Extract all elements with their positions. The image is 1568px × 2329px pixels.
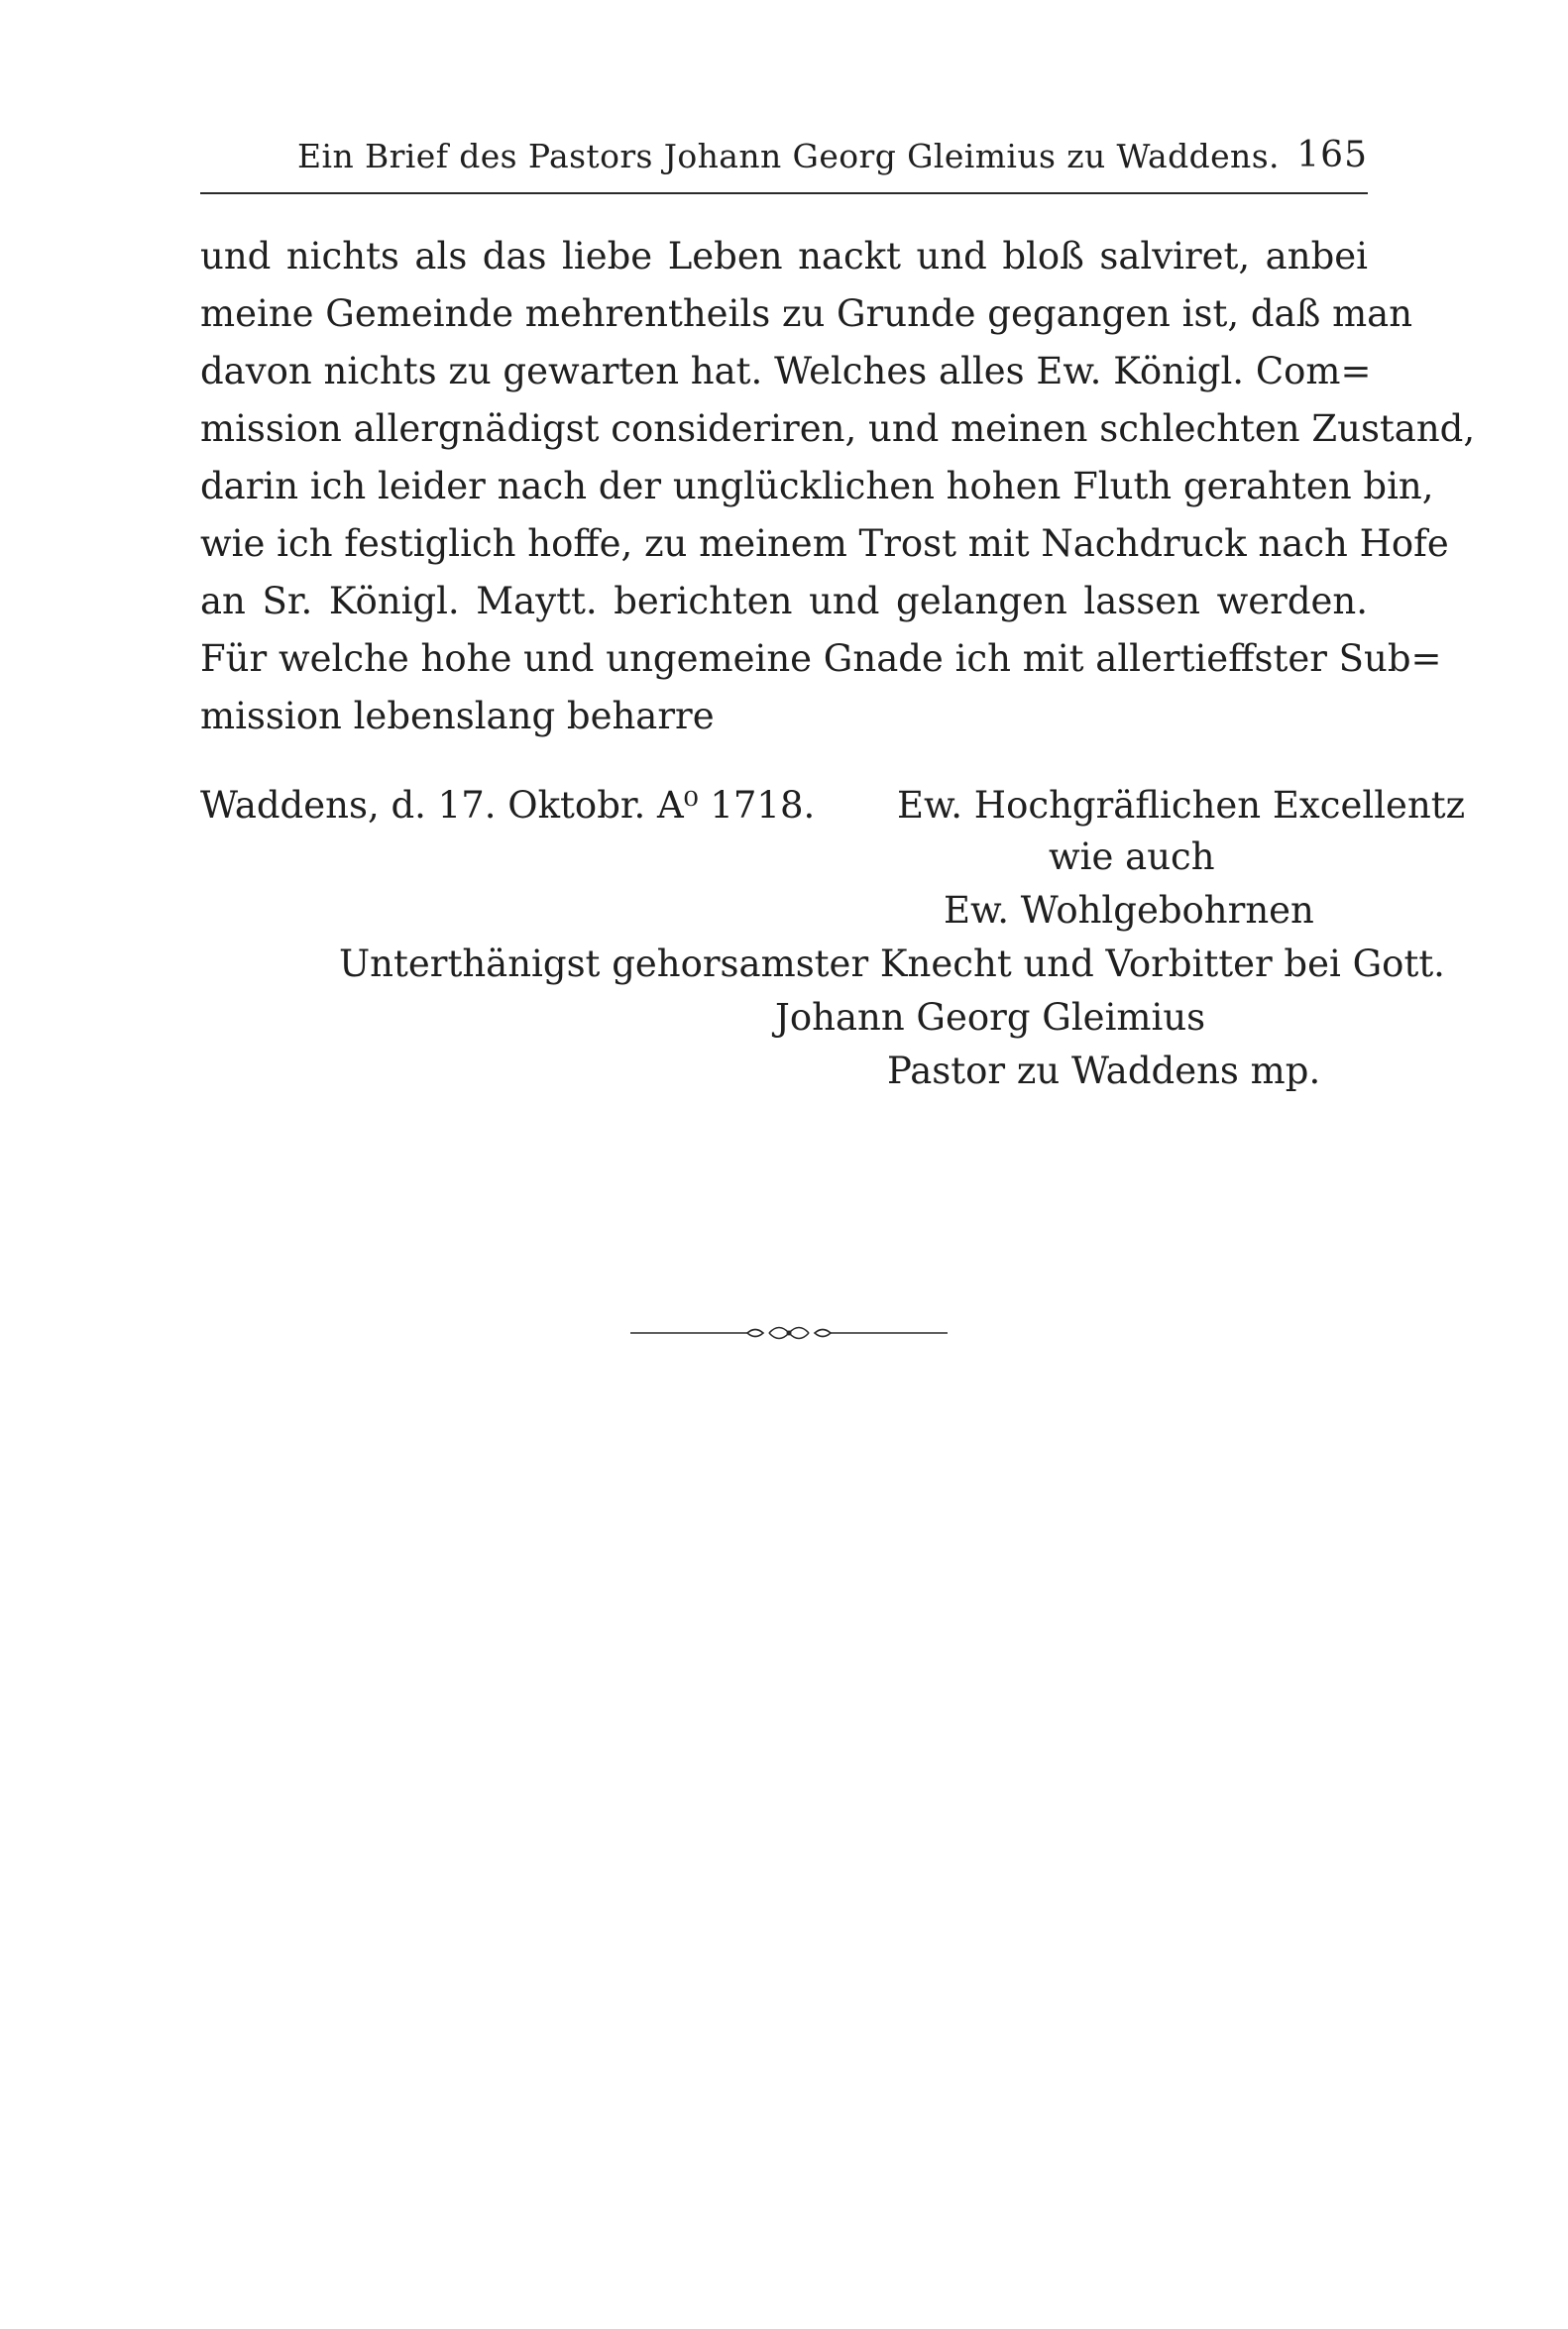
body-line: mission allergnädigst consideriren, und meinen schlechten Zustand, (200, 407, 1476, 450)
signatory-name: Johann Georg Gleimius (775, 996, 1206, 1039)
signatory-title: Pastor zu Waddens mp. (887, 1050, 1321, 1092)
body-line: wie ich festiglich hoffe, zu meinem Trost mit Nachdruck nach Hofe (200, 522, 1449, 565)
page-number: 165 (1296, 135, 1368, 175)
body-line: meine Gemeinde mehrentheils zu Grunde gegangen ist, daß man (200, 292, 1413, 335)
closing-formula: Unterthänigst gehorsamster Knecht und Vorbitter bei Gott. (339, 943, 1445, 985)
body-line: Für welche hohe und ungemeine Gnade ich mit allertieffster Sub= (200, 637, 1442, 680)
body-line: darin ich leider nach der unglücklichen hohen Fluth gerahten bin, (200, 465, 1434, 507)
body-line: und nichts als das liebe Leben nackt und bloß salviret, anbei (200, 235, 1368, 277)
salutation-excellency: Ew. Hochgräflichen Excellentz (897, 784, 1466, 827)
running-title: Ein Brief des Pastors Johann Georg Gleimius zu Waddens. (297, 137, 1280, 175)
salutation-wohlgebohrnen: Ew. Wohlgebohrnen (944, 889, 1314, 932)
salutation-conjunction: wie auch (1049, 835, 1215, 878)
body-line: davon nichts zu gewarten hat. Welches alles Ew. Königl. Com= (200, 350, 1372, 392)
end-ornament-icon (630, 1318, 948, 1348)
letter-body (200, 228, 1476, 745)
body-line: an Sr. Königl. Maytt. berichten und gelangen lassen werden. (200, 580, 1368, 622)
date-line: Waddens, d. 17. Oktobr. A⁰ 1718. (200, 784, 816, 827)
header-rule (200, 192, 1368, 194)
running-header (200, 125, 1368, 194)
body-line: mission lebenslang beharre (200, 695, 715, 737)
